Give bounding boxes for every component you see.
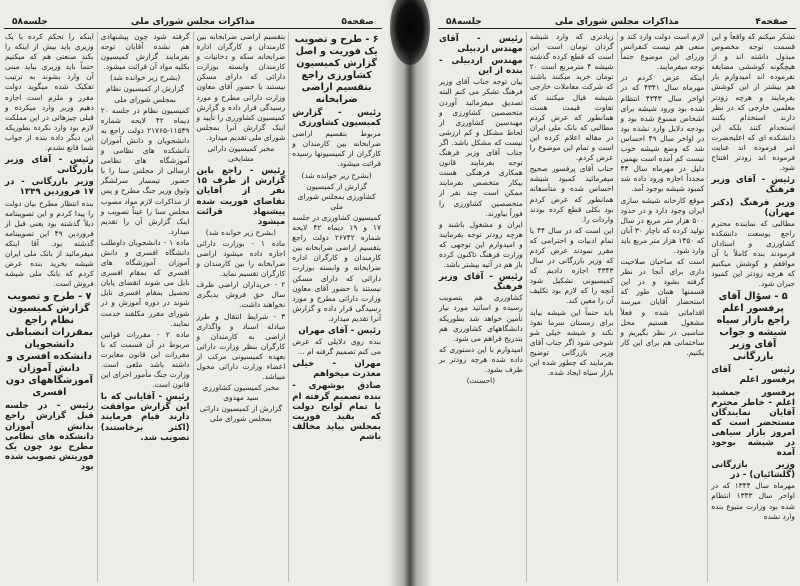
paragraph: زیادتری که وارد شیشه گردان تومان است این است که قطع کرده گذشته شیشه ۴ مترمربع است ۲۰ تومان خرید میکنند باشند که شرکت معاملات خارجی شیشه قبال میکنند که تفاوت قیمت هست همانطور که عرض کردم مطالبی که بانک ملی ایران در مقاله اعلام کرده این است و تمام این موضوع را عرض کردم. bbox=[529, 32, 614, 163]
page-number: صفحه۵ bbox=[341, 17, 374, 27]
paragraph: ۲ - خریداران اراضی ظرف سال حق فروش بدیگری نخواهند داشت. bbox=[196, 280, 286, 310]
centered-note: (احسنت) bbox=[466, 376, 496, 386]
paragraph: کمیسیون نظام در جلسه ۲۰ دیماه ۴۲ لایحه شماره ۱۱۵۳۹-۲۱۷۶۵ دولت راجع به دانشجویان و دانش آموزان دانشکده های نظامی و آموزشگاه های نظامی ارسالی از مجلس سنا را با حضور تیمسار سرلشگر وثوق وزیر جنگ مطرح و پس از مذاکرات لازم مواد مصوب مجلس سنا را عیناً تصویب و اینک گزارش آن را تقدیم میدارد. bbox=[100, 105, 190, 236]
text-column bbox=[193, 32, 289, 582]
paragraph: جناب آقای پرفسور صحیح میفرمائید کمبود شیشه احساس شده و متأسفانه همانطور که عرض کردم بود بکلی قطع کرده بودند واردات را. bbox=[529, 164, 614, 224]
paragraph: ماده ۱ - دانشجویان داوطلب دانشگاه افسری و دانش آموزان آموزشگاه های افسری که بمقام افسری نایل می شوند انقضای پایان تحصیل بمقام افسری نایل شوند در دوره آموزش و در شورای مقرر مکلفند خدمت نمایند. bbox=[100, 237, 190, 328]
running-title: مذاکرات مجلس شورای ملی bbox=[130, 17, 256, 27]
speaker-line: وزیر فرهنگ (دکتر مهران) bbox=[711, 197, 795, 218]
page-header bbox=[438, 14, 796, 29]
speaker-line: رئیس - آقای مهندس اردبیلی bbox=[439, 34, 523, 55]
paragraph: بنده انتظار مطرح بیان دولت را پیدا کردم و این تصویبنامه ذیلاً گذشته بود یعنی قبل از فروردین ۴۹ این تصویبنامه گذشته بود. آقا اینکه میفرمائید از بانک ملی ایران شیشه بخرید بنده عرض کردم که بانک ملی شیشه فروش است. bbox=[5, 198, 94, 289]
paragraph: ماده ۲ - مقررات قوانین مربوط در آن قسمت که با مقررات این قانون مغایرت داشته باشد ملغی است. وزارت جنگ مأمور اجرای این قانون است. bbox=[100, 329, 190, 390]
text-column bbox=[436, 32, 526, 582]
centered-note: گزارش از کمیسیون کشاورزی بمجلس شورای ملی bbox=[297, 181, 376, 211]
paragraph: موقع کارخانه شیشه سازی ایران وجود دارد و در حدود ۵۰۰ هزار متر مربع در سال تولید کرده که ناچار ۳۰ آبان که ۱۴۵۰ هزار متر مربع باید وارد شود. bbox=[620, 195, 705, 255]
centered-note: گزارش از کمیسیون دارائی بمجلس شورای ملی bbox=[199, 404, 282, 424]
paragraph: مربوط بتقسیم اراضی ضرابخانه بین کارمندان و کارگران از کمیسیونها رسیده قرائت میشود. bbox=[292, 129, 381, 169]
speaker-line: مهندس اردبیلی - بنده از این bbox=[439, 56, 523, 77]
paragraph: امیدوارم با این دستوری که داده شده هرچه زودتر بر طرف بشود. bbox=[439, 344, 523, 374]
speaker-line: رئیس - آقای وزیر فرهنگ bbox=[711, 175, 795, 196]
speaker-line: مهران - خیلی معذرت میخواهم bbox=[292, 359, 381, 380]
paragraph: ایران و مشغول باشند و هرچه زودتر توجه بفرمایند و امیدوارم این توجهی که وزارت فرهنگ تاکنون کرده باز هم در آتیه بیشتر باشد. bbox=[439, 219, 523, 270]
paragraph: مهرماه سال ۱۳۴۴ که در اواخر سال ۱۳۴۳ انتظام شده بود وزارت متبوع بنده وارد نشده bbox=[711, 481, 795, 521]
centered-note: مخبر کمیسیون کشاورزی سید مهدوی bbox=[202, 383, 280, 403]
section-heading: ۶ - طرح و تصویب یک فوریت و اصل گزارش کمیسیون کشاورزی راجع بتقسیم اراضی ضرابخانه bbox=[294, 34, 379, 105]
book-gutter-shadow bbox=[388, 0, 432, 586]
left-page bbox=[0, 0, 386, 586]
speaker-line: رئیس - آقای مهران bbox=[298, 325, 381, 336]
speaker-line: رئیس - گزارش کمیسیون کشاورزی bbox=[292, 108, 381, 129]
paragraph: تشکر میکنم که واقعاً و این قسمت توجه مخصوص مبذول داشته اند و از هیچگونه کوششی مضایقه نفرموده اند امیدوارم باز هم بیشتر از این کوشش بفرمایند و هرچه زودتر معلمین خارجی که در نظر دارند استخدام بکنند استخدام کنند بلکه این دانشکده ای که اعلیحضرت امر فرموده اند عنایت فرموده اند زودتر افتتاح شود. bbox=[711, 32, 795, 173]
paragraph: لازم است دولت وارد کند و منعی هم نیست کنفرانس وزرای این موضوع حتماً توجه میفرمایند. bbox=[620, 32, 705, 72]
session-number: جلسه۵۸ bbox=[12, 17, 48, 27]
centered-note: (بشرح زیر خوانده شد) bbox=[109, 73, 181, 83]
paragraph: کشاورزی هم بتصویب رسیده و اساتید مورد نیاز تأمین خواهد شد بطوریکه دانشگاههای کشاورزی هم بتدریج فراهم می شود. bbox=[439, 293, 523, 343]
paragraph: مطالبی که نماینده محترم راجع بوسعت دانشکده کشاورزی و استادان فرمودند بنده کاملاً با آن موافقم و کوشش میکنیم که هرچه زودتر این کمبود جبران شود. bbox=[711, 218, 795, 289]
paragraph: بیان توجه جناب آقای وزیر فرهنگ تشکر می کنم البته تصدیق میفرمائید آوردن متخصصین کشاورزی و مهندسین کشاورزی از لحاظ مشکل و کم ارزشی نیست که مشکل باشد. اگر جناب آقای وزیر فرهنگ توجه بفرمایند قانون همکاری فرهنگی هست بیکار متخصص بفرمایند ممکن است چند نفر از متخصصین کشاورزی را فوراً بیاورند. bbox=[439, 77, 523, 218]
text-column bbox=[2, 32, 97, 582]
centered-note: (بشرح زیر خوانده شد) bbox=[301, 170, 372, 180]
section-heading: ۵ - سؤال آقای پرفسور اعلم راجع بازار سیاه شیشه و جواب آقای وزیر بازرگانی bbox=[716, 291, 790, 363]
speaker-line: وزیر بازرگانی - در ۱۷ فروردین ۱۳۴۹ bbox=[5, 177, 94, 198]
centered-note: مخبر کمیسیون دارائی مشایخی bbox=[207, 144, 275, 164]
speaker-line: رئیس - راجع باین گزارش از طرف ۱۵ نفر از آقایان تقاضای فوریت شده پیشنهاد قرائت میشود bbox=[196, 166, 286, 227]
text-column bbox=[526, 32, 617, 582]
text-columns bbox=[436, 32, 798, 582]
paragraph: این است که در سال ۴۴ با تمام ادبیات و احترامی که مقرر نمودند عرض کردم که وزیر بازرگانی در سال ۴۳۴۳ اجازه دادیم که کمیسیونی تشکیل شود آنچه را که لازم بود تکلیف آن را معین کند. bbox=[529, 225, 614, 306]
paragraph: کمیسیون کشاورزی در جلسه ۱۷ و ۱۹ دیماه ۴۲ لایحه شماره ۲۶۷۴۲ دولت راجع بتقسیم اراضی ضرابخانه بین کارمندان و کارگران اداره ضرابخانه و وابسته بوزارت دارائی که دارای مسکن نیستند با حضور آقای معاون وزارت دارائی مطرح و مورد رسیدگی قرار داده و گزارش آنرا تقدیم میدارد. bbox=[292, 212, 381, 323]
page-number: صفحه۴ bbox=[755, 17, 788, 27]
speaker-line: رئیس - آقای وزیر فرهنگ bbox=[439, 272, 523, 293]
paragraph: ماده ۱ - بوزارت دارائی اجازه داده میشود اراضی ضرابخانه را بین کارمندان و کارگران تقسیم نماید. bbox=[196, 238, 286, 279]
text-columns bbox=[2, 32, 384, 582]
right-page bbox=[434, 0, 800, 586]
speaker-line: رئیس - در جلسه قبل گزارش راجع بدانش آموزان دانشکده های نظامی مطرح بود چون یک فوریتش تصویب شده بود bbox=[5, 401, 94, 472]
paragraph: بتقسیم اراضی ضرابخانه بین کارمندان و کارگران اداره ضرابخانه سکه و دخانیات و کارمندان وابسته بوزارت دارائی که دارای مسکن نیستند با حضور آقای معاون وزارت دارائی مطرح و مورد رسیدگی قرار داده و گزارش کمیسیون کشاورزی را تأیید و اینک گزارش آنرا بمجلس شورای ملی تقدیم میدارد. bbox=[196, 32, 286, 142]
speaker-line: رئیس - آقای پرفسور اعلم bbox=[711, 365, 795, 386]
paragraph: بنده روی دلایلی که عرض می کنم تصمیم گرفته ام ... bbox=[292, 337, 381, 357]
speaker-line: وزیر بازرگانی (گلشائیان) - در bbox=[711, 460, 795, 481]
session-number: جلسه۵۸ bbox=[446, 17, 482, 27]
page-header bbox=[4, 14, 382, 29]
speaker-line: پرفسور جمشید اعلم - خاطر محترم آقایان نمایندگان مستحضر است که امروز بازار سیاهی در شیشه بوجود آمده bbox=[711, 387, 795, 459]
text-column bbox=[97, 32, 193, 582]
section-heading: ۷ - طرح و تصویب گزارش کمیسیون نظام راجع بمقررات انضباطی دانشجویان دانشکده افسری و دانش آموزان آموزشگاههای دون افسری bbox=[5, 291, 94, 399]
centered-note: گزارش از کمیسیون نظام بمجلس شورای ملی bbox=[106, 84, 185, 104]
centered-note: (بشرح زیر خوانده شد) bbox=[205, 227, 277, 237]
running-title: مذاکرات مجلس شورای ملی bbox=[554, 17, 680, 27]
paragraph: اینکه را تحکم کرده با یک وزیری باید بیش از اینکه را بکند صنعتی هم که میکنیم حتماً باید وزیری بیاید مبنی آن وارد بشوند به ترتیب تفکیک شده میگوید دولت مقرر و ملزم است اجازه دهیم وزیر وارد میکرده و قبلی چیزهائی در این مملکت لازم بود وارد نکرده بطوریکه این دیگر داده بنده از جواب شما قانع نشدم. bbox=[5, 32, 94, 153]
text-column bbox=[617, 32, 708, 582]
paragraph: است که صاحبان صلاحیت داری برای آنجا در نظر گرفته بشود و در این قسمتها همان طور که استحضار آقایان میرسد اقداماتی شده و فعلاً مشغول هستیم محل مناسبی در نظر بگیریم و ساختمانی هم برای این کار بکنیم. bbox=[620, 257, 705, 357]
speaker-line: رئیس - آقایانی که با این گزارش موافقت دارند قیام فرمایند (اکثر برخاستند) تصویب شد. bbox=[100, 392, 190, 443]
paragraph: گرفته شود چون پیشنهادی هم نشده آقایان توجه بفرمایند گزارش کمیسیون بکلیه مواد آن قرائت میشود. bbox=[100, 32, 190, 72]
text-column bbox=[288, 32, 384, 582]
text-column bbox=[707, 32, 798, 582]
paragraph: باید حتماً این شیشه بیاید برای زمستان سرما نفوذ نکند و شیشه خیلی شو شوخی شود اگر جناب آقای وزیر بازرگانی توضیح بفرمایند که چطور شده این بازار سیاه ایجاد شده. bbox=[529, 307, 614, 378]
paragraph: ۳ - شرایط انتقال و طرز مبادله اسناد و واگذاری اراضی به کارمندان و کارگران بنظر وزارت دارائی بعهده کمیسیونی مرکب از اعضاء وزارت دارائی محول میباشد. bbox=[196, 311, 286, 382]
speaker-line: صادق بوشهری - بنده تصمیم گرفته ام با تمام لوایح دولت که بقید فوریت بمجلس بیاید مخالف باشم bbox=[292, 381, 381, 442]
speaker-line: رئیس - آقای وزیر بازرگانی bbox=[5, 155, 94, 176]
paragraph: اینکه عرض کردم در مهرماه سال ۴۳۴۱ که در اواخر سال ۴۳۴۳ انتظام شده بود ورود شیشه برای اشخاص ممنوع شده بود و بودجه دلایل وارد نشده بود در اواخر سال ۴۹ احساس شد که وضع شیشه خوب نیست کم آمده است بهمین دلیل در مهرماه سال ۴۴ مجدداً اجازه ورود داده شد کمبود شیشه بوجود آمد. bbox=[620, 73, 705, 194]
